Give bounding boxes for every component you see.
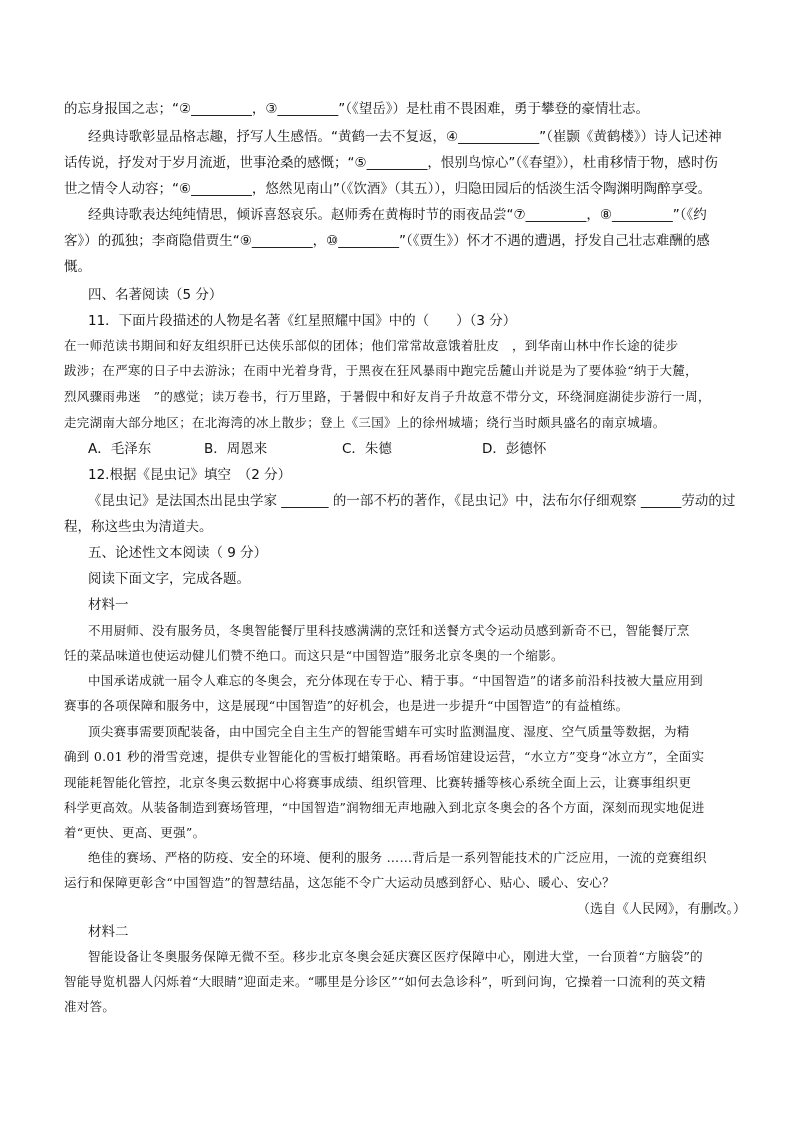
material-1-line: 饪的菜品味道也使运动健儿们赞不绝口。而这只是“中国智造”服务北京冬奥的一个缩影。 <box>64 648 564 663</box>
material-1-line: 绝佳的赛场、严格的防疫、安全的环境、便利的服务 ……背后是一系列智能技术的广泛应用，一流的竞赛组织 <box>88 850 707 865</box>
material-1-line: 不用厨师、没有服务员，冬奥智能餐厅里科技感满满的烹饪和送餐方式令运动员感到新奇不已，智能餐厅烹 <box>88 623 690 638</box>
q11-passage-line-2: 跋涉；在严寒的日子中去游泳；在雨中光着身背，于黑夜在狂风暴雨中跑完岳麓山并说是为了要体验“纳于大麓， <box>64 363 698 378</box>
material-1-line: 现能耗智能化管控，北京冬奥云数据中心将赛事成绩、组织管理、比赛转播等核心系统全面上云，让赛事组织更 <box>64 775 692 790</box>
option-c: C．朱德 <box>342 441 392 457</box>
option-d: D．彭德怀 <box>482 441 547 457</box>
option-b: B．周恩来 <box>204 441 268 457</box>
question-12: 12.根据《昆虫记》填空 （2 分） <box>88 467 292 483</box>
material-1-line: 科学更高效。从装备制造到赛场管理，“中国智造”润物细无声地融入到北京冬奥会的各个方面，深刻而现实地促进 <box>64 800 705 815</box>
q11-passage-line-4: 走完湖南大部分地区；在北海湾的冰上散步；登上《三国》上的徐州城墙；绕行当时颇具盛名的南京城墙。 <box>64 415 666 430</box>
material-1-line: 顶尖赛事需要顶配装备，由中国完全自主生产的智能雪蜡车可实时监测温度、湿度、空气质量等数据，为精 <box>88 724 690 739</box>
poem-fill-line-2: 经典诗歌彰显品格志趣，抒写人生感悟。“黄鹤一去不复返，④____________”（崔颢《黄鹤楼》）诗人记述神 <box>88 129 722 145</box>
material-2-title: 材料二 <box>88 924 129 940</box>
material-1-line: 运行和保障更彰含“中国智造”的智慧结晶，这怎能不令广大运动员感到舒心、贴心、暖心、安心？ <box>64 875 615 890</box>
material-1-line: 赛事的各项保障和服务中，这是展现“中国智造”的好机会，也是进一步提升“中国智造”的有益植练。 <box>64 698 629 713</box>
material-2-line: 智能导览机器人闪烁着“大眼睛”迎面走来。“哪里是分诊区”“如何去急诊科”，听到问询，它操着一口流利的英文精 <box>64 974 706 989</box>
poem-fill-line-4: 世之情令人动容；“⑥_________，悠然见南山”（《饮酒》（其五）），归隐田园后的恬淡生活令陶渊明陶醉享受。 <box>64 181 712 197</box>
material-1-line: 着“更快、更高、更强”。 <box>64 825 206 840</box>
source-citation: （选自《人民网》，有删改。） <box>576 902 746 917</box>
section-4-heading: 四、名著阅读（5 分） <box>88 287 223 303</box>
q11-passage-line-3: 烈风骤雨弗迷 ”的感觉；读万卷书，行万里路，于暑假中和好友肖子升故意不带分文，环绕洞庭湖徒步游行一周， <box>64 389 711 404</box>
section-5-heading: 五、论述性文本阅读（ 9 分） <box>88 545 268 561</box>
q12-line-2: 程，称这些虫为清道夫。 <box>64 519 213 535</box>
poem-fill-line-7: 慨。 <box>64 259 91 275</box>
poem-fill-line-6: 客》）的孤独；李商隐借贾生“⑨_________，⑩_________”（《贾生》）怀才不遇的遭遇，抒发自己壮志难酬的感 <box>64 233 710 249</box>
poem-fill-line-3: 话传说，抒发对于岁月流逝，世事沧桑的感慨；“⑤_________，恨别鸟惊心”（《春望》），杜甫移情于物，感时伤 <box>64 155 718 171</box>
material-2-line: 准对答。 <box>64 999 116 1014</box>
q12-line-1: 《昆虫记》是法国杰出昆虫学家 _______ 的一部不朽的著作，《昆虫记》中，法布尔仔细观察 ______劳动的过 <box>88 493 736 509</box>
material-2-line: 智能设备让冬奥服务保障无微不至。移步北京冬奥会延庆赛区医疗保障中心，刚进大堂，一台顶着“方脑袋”的 <box>88 949 703 964</box>
material-1-title: 材料一 <box>88 597 129 613</box>
poem-fill-line-5: 经典诗歌表达纯纯情思，倾诉喜怒哀乐。赵师秀在黄梅时节的雨夜品尝“⑦_________，⑧_________”（《约 <box>88 207 707 223</box>
option-a: A．毛泽东 <box>88 441 152 457</box>
poem-fill-line-1: 的忘身报国之志；“②_________，③_________”（《望岳》）是杜甫不畏困难，勇于攀登的豪情壮志。 <box>64 101 649 117</box>
q11-passage-line-1: 在一师范读书期间和好友组织肝已达侠乐部似的团体；他们常常故意饿着肚皮 ，到华南山林中作长途的徒步 <box>64 338 679 353</box>
question-11: 11．下面片段描述的人物是名著《红星照耀中国》中的（ ）（3 分） <box>88 313 517 329</box>
material-1-line: 确到 0.01 秒的滑雪竞速，提供专业智能化的雪板打蜡策略。再看场馆建设运营，“水立方”变身“冰立方”，全面实 <box>64 749 705 764</box>
material-1-line: 中国承诺成就一届令人难忘的冬奥会，充分体现在专于心、精于事。“中国智造”的诸多前沿科技被大量应用到 <box>88 673 703 688</box>
instruction: 阅读下面文字，完成各题。 <box>88 571 250 587</box>
